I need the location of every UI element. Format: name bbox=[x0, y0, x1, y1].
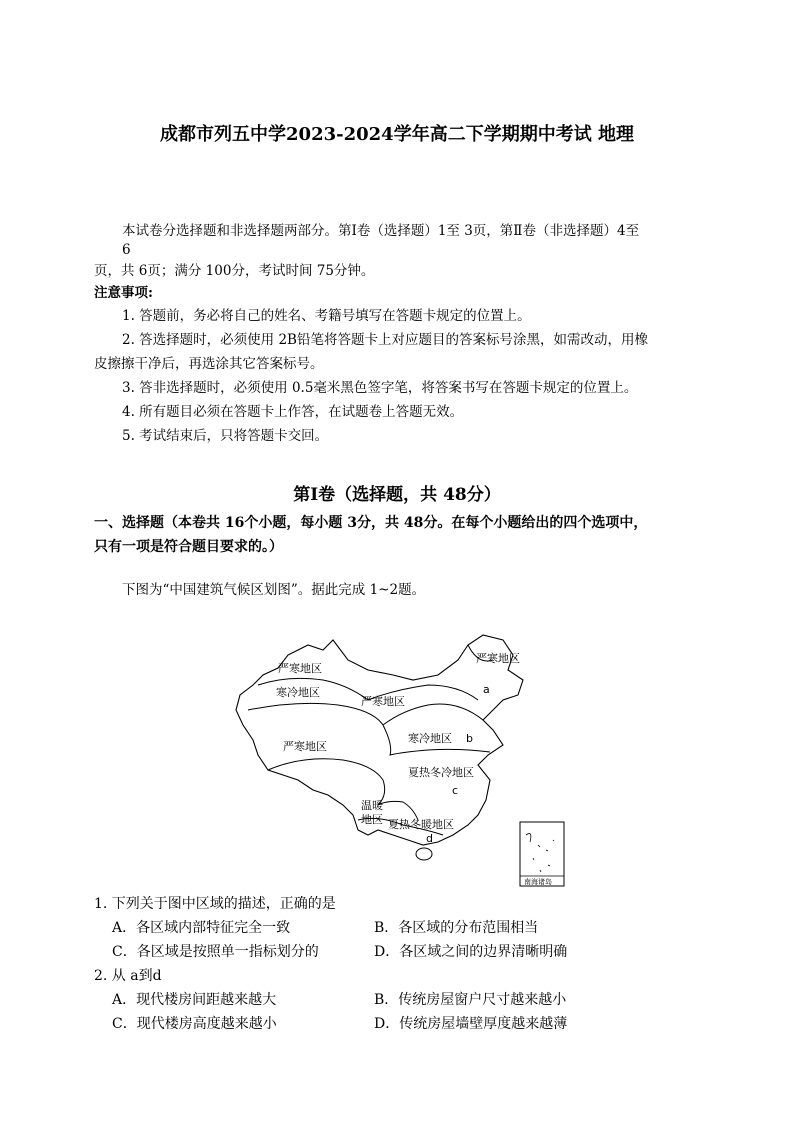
question-2-option-d[interactable]: D．传统房屋墙壁厚度越来越薄 bbox=[374, 1016, 568, 1032]
intro-line-1: 本试卷分选择题和非选择题两部分。第Ⅰ卷（选择题）1至 3页，第Ⅱ卷（非选择题）4至 bbox=[122, 223, 640, 239]
notice-item-2-cont: 皮擦擦干净后，再选涂其它答案标号。 bbox=[94, 356, 324, 372]
question-2-option-a[interactable]: A．现代楼房间距越来越大 bbox=[112, 992, 277, 1008]
map-label-c: c bbox=[452, 784, 459, 797]
map-label-cold-east: 寒冷地区 bbox=[408, 732, 452, 745]
intro-line-1b: 6 bbox=[122, 242, 131, 258]
question-1-option-a[interactable]: A．各区域内部特征完全一致 bbox=[112, 920, 291, 936]
question-1-stem: 1. 下列关于图中区域的描述，正确的是 bbox=[94, 896, 336, 912]
map-label-warm-2: 地区 bbox=[361, 813, 383, 826]
notice-item-1: 1. 答题前，务必将自己的姓名、考籍号填写在答题卡规定的位置上。 bbox=[122, 308, 531, 324]
notice-item-3: 3. 答非选择题时，必须使用 0.5毫米黑色签字笔，将答案书写在答题卡规定的位置上。 bbox=[122, 380, 638, 396]
notice-item-4: 4. 所有题目必须在答题卡上作答，在试题卷上答题无效。 bbox=[122, 404, 464, 420]
map-label-severe-ne: 严寒地区 bbox=[476, 652, 520, 665]
page-title: 成都市列五中学2023-2024学年高二下学期期中考试 地理 bbox=[160, 124, 634, 145]
map-label-severe-tibet: 严寒地区 bbox=[283, 740, 327, 753]
section-title: 第Ⅰ卷（选择题，共 48分） bbox=[293, 485, 501, 505]
map-label-severe-nw: 严寒地区 bbox=[278, 662, 322, 675]
inset-label: 南海诸岛 bbox=[524, 878, 552, 886]
map-label-warm-1: 温暖 bbox=[361, 799, 383, 812]
map-prompt: 下图为“中国建筑气候区划图”。据此完成 1~2题。 bbox=[122, 582, 426, 598]
hainan-island bbox=[416, 848, 432, 860]
question-1-option-d[interactable]: D．各区域之间的边界清晰明确 bbox=[374, 944, 568, 960]
question-2-option-c[interactable]: C．现代楼房高度越来越小 bbox=[112, 1016, 277, 1032]
china-climate-zone-map bbox=[228, 630, 568, 890]
map-label-b: b bbox=[466, 732, 473, 745]
question-1-option-c[interactable]: C．各区域是按照单一指标划分的 bbox=[112, 944, 319, 960]
map-label-severe-n: 严寒地区 bbox=[361, 695, 405, 708]
intro-line-2: 页，共 6页；满分 100分，考试时间 75分钟。 bbox=[94, 263, 375, 279]
section-heading-line-2: 只有一项是符合题目要求的。） bbox=[94, 539, 283, 555]
map-label-d: d bbox=[426, 832, 433, 845]
notice-item-2: 2. 答选择题时，必须使用 2B铅笔将答题卡上对应题目的答案标号涂黑，如需改动，用橡 bbox=[122, 332, 648, 348]
map-label-a: a bbox=[483, 683, 490, 696]
question-2-stem: 2. 从 a到d bbox=[94, 968, 162, 984]
question-2-option-b[interactable]: B．传统房屋窗户尺寸越来越小 bbox=[374, 992, 567, 1008]
map-label-hot-summer-warm-winter: 夏热冬暖地区 bbox=[388, 818, 454, 831]
map-label-hot-summer-cold-winter: 夏热冬冷地区 bbox=[408, 766, 474, 779]
section-heading-line-1: 一、选择题（本卷共 16个小题，每小题 3分，共 48分。在每个小题给出的四个选项中， bbox=[94, 515, 648, 531]
question-1-option-b[interactable]: B．各区域的分布范围相当 bbox=[374, 920, 539, 936]
notice-item-5: 5. 考试结束后，只将答题卡交回。 bbox=[122, 428, 329, 444]
south-china-sea-inset bbox=[520, 822, 564, 886]
notice-heading: 注意事项: bbox=[94, 285, 153, 301]
map-label-cold-nw: 寒冷地区 bbox=[276, 686, 320, 699]
